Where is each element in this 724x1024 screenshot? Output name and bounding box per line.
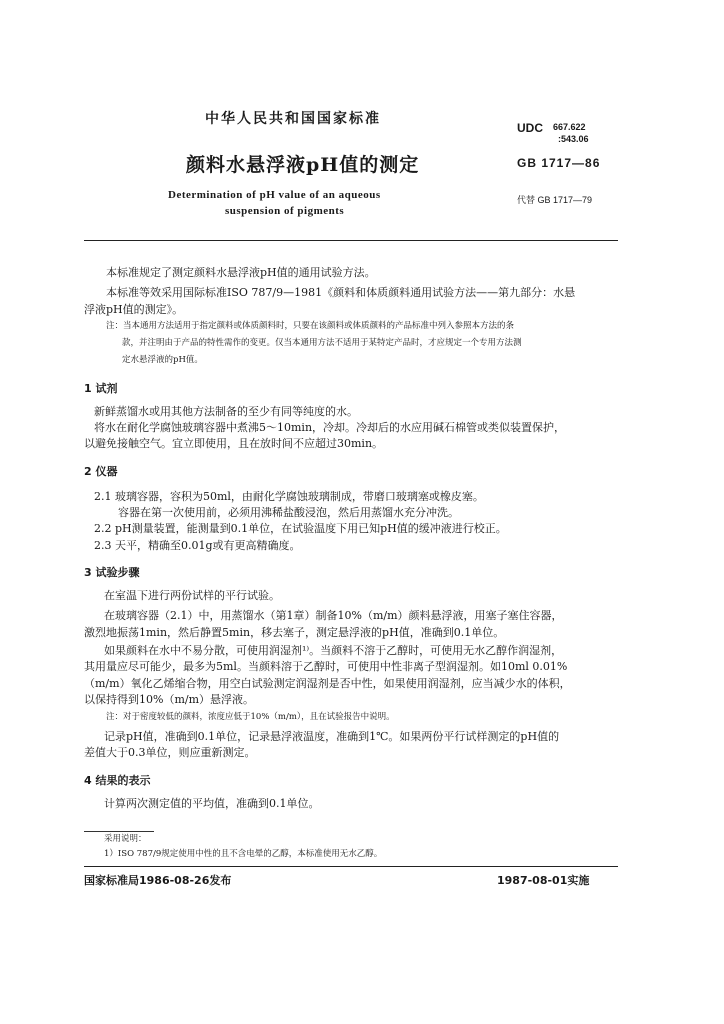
section-3-para-2a: 在玻璃容器（2.1）中，用蒸馏水（第1章）制备10%（m/m）颜料悬浮液，用塞子塞住容器， <box>104 609 563 622</box>
footnote-divider <box>84 831 154 832</box>
issue-date: 国家标准局1986-08-26发布 <box>84 874 232 887</box>
section-3-para-3b: 其用量应尽可能少，最多为5ml。当颜料溶于乙醇时，可使用中性非离子型润湿剂。如10ml 0.01% <box>84 660 568 673</box>
section-1-para-2a: 将水在耐化学腐蚀玻璃容器中煮沸5～10min，冷却。冷却后的水应用碱石棉管或类似装置保护， <box>94 421 566 434</box>
section-2-2: 2.2 pH测量装置，能测量到0.1单位，在试验温度下用已知pH值的缓冲液进行校正。 <box>94 522 507 535</box>
section-1-heading: 1 试剂 <box>84 382 118 395</box>
udc-code-primary: 667.622 <box>553 122 586 132</box>
section-3-para-3a: 如果颜料在水中不易分散，可使用润湿剂¹⁾。当颜料不溶于乙醇时，可使用无水乙醇作润湿剂， <box>104 644 563 657</box>
section-2-1a: 2.1 玻璃容器，容积为50ml，由耐化学腐蚀玻璃制成，带磨口玻璃塞或橡皮塞。 <box>94 490 484 503</box>
effective-date: 1987-08-01实施 <box>497 874 590 887</box>
section-3-para-4a: 记录pH值，准确到0.1单位，记录悬浮液温度，准确到1℃。如果两份平行试样测定的pH值的 <box>104 730 560 743</box>
section-1-para-1: 新鲜蒸馏水或用其他方法制备的至少有同等纯度的水。 <box>94 405 358 418</box>
section-3-para-2b: 激烈地振荡1min，然后静置5min，移去塞子，测定悬浮液的pH值，准确到0.1单位。 <box>84 626 505 639</box>
intro-line-2: 本标准等效采用国际标准ISO 787/9—1981《颜料和体质颜料通用试验方法——第九部分：水悬 <box>106 286 576 299</box>
intro-note-line-3: 定水悬浮液的pH值。 <box>122 355 203 365</box>
header-divider <box>84 240 618 241</box>
document-title-english-line1: Determination of pH value of an aqueous <box>168 189 381 201</box>
section-3-para-3c: （m/m）氧化乙烯缩合物，用空白试验测定润湿剂是否中性，如果使用润湿剂，应当减少水的体积， <box>84 677 571 690</box>
document-title-english-line2: suspension of pigments <box>225 205 345 217</box>
section-3-para-4b: 差值大于0.3单位，则应重新测定。 <box>84 746 256 759</box>
section-4-para-1: 计算两次测定值的平均值，准确到0.1单位。 <box>104 797 320 810</box>
intro-line-1: 本标准规定了测定颜料水悬浮液pH值的通用试验方法。 <box>106 266 376 279</box>
section-3-para-1: 在室温下进行两份试样的平行试验。 <box>104 589 280 602</box>
section-4-heading: 4 结果的表示 <box>84 774 151 787</box>
section-3-note: 注：对于密度较低的颜料，浓度应低于10%（m/m），且在试验报告中说明。 <box>106 712 395 722</box>
intro-note-line-1: 注：当本通用方法适用于指定颜料或体质颜料时，只要在该颜料或体质颜料的产品标准中列入参照本方法的条 <box>106 321 515 331</box>
section-2-heading: 2 仪器 <box>84 465 118 478</box>
intro-line-3: 浮液pH值的测定》。 <box>84 303 184 316</box>
intro-note-line-2: 款，并注明由于产品的特性需作的变更。仅当本通用方法不适用于某特定产品时，才应规定一个专用方法测 <box>122 338 522 348</box>
issuing-organization: 中华人民共和国国家标准 <box>205 111 381 127</box>
section-1-para-2b: 以避免接触空气。宜立即使用，且在放时间不应超过30min。 <box>84 437 384 450</box>
section-3-heading: 3 试验步骤 <box>84 566 140 579</box>
footer-divider <box>84 866 618 867</box>
gb-standard-number: GB 1717—86 <box>517 156 601 170</box>
section-2-1b: 容器在第一次使用前，必须用沸稀盐酸浸泡，然后用蒸馏水充分冲洗。 <box>118 506 459 519</box>
document-title-chinese: 颜料水悬浮液pH值的测定 <box>186 154 420 176</box>
udc-code-secondary: :543.06 <box>558 134 589 144</box>
section-3-para-3d: 以保持得到10%（m/m）悬浮液。 <box>84 693 255 706</box>
section-2-3: 2.3 天平，精确至0.01g或有更高精确度。 <box>94 539 301 552</box>
udc-label: UDC <box>517 121 543 135</box>
replaces-standard: 代替 GB 1717—79 <box>517 195 593 205</box>
footnote-label: 采用说明： <box>104 834 147 844</box>
footnote-text: 1）ISO 787/9规定使用中性的且不含电晕的乙醇，本标准使用无水乙醇。 <box>104 849 383 859</box>
